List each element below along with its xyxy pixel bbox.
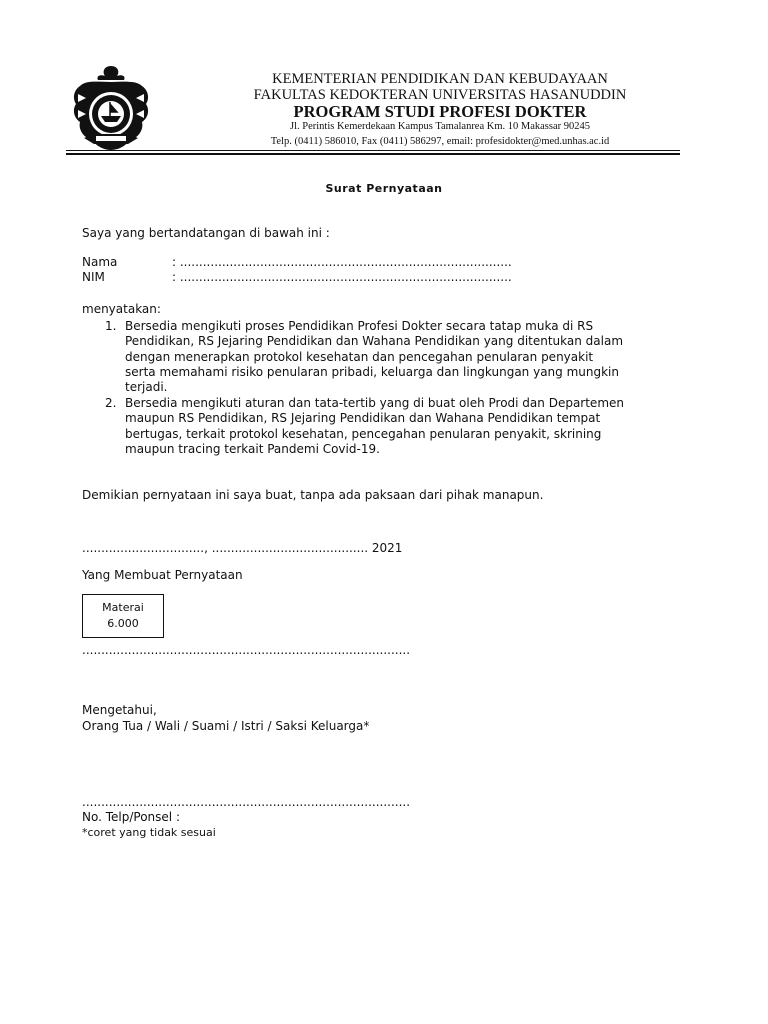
letterhead-divider-thin <box>66 150 680 151</box>
ministry-name: KEMENTERIAN PENDIDIKAN DAN KEBUDAYAAN <box>272 71 608 87</box>
field-label-nim: NIM <box>82 270 105 284</box>
faculty-name: FAKULTAS KEDOKTERAN UNIVERSITAS HASANUDDIN <box>253 87 627 103</box>
university-emblem-icon <box>70 64 152 152</box>
phone-label: No. Telp/Ponsel : <box>82 810 180 824</box>
footnote: *coret yang tidak sesuai <box>82 826 216 839</box>
letterhead-divider-thick <box>66 153 680 155</box>
institution-address: Jl. Perintis Kemerdekaan Kampus Tamalanrea Km. 10 Makassar 90245 <box>290 121 590 132</box>
signature-line-witness[interactable]: ...................................................................................... <box>82 795 411 809</box>
stamp-duty-box <box>82 594 164 638</box>
document-title: Surat Pernyataan <box>325 182 443 195</box>
item-1-line-4: serta memahami risiko penularan pribadi, keluarga dan lingkungan yang mungkin <box>125 365 619 379</box>
field-value-nama[interactable]: : ....................................................................................... <box>172 255 512 269</box>
declaration-label: menyatakan: <box>82 302 161 316</box>
field-label-nama: Nama <box>82 255 118 269</box>
closing-statement: Demikian pernyataan ini saya buat, tanpa ada paksaan dari pihak manapun. <box>82 488 544 502</box>
date-line[interactable]: ................................, ......................................... 2021 <box>82 541 403 555</box>
signature-line-signer[interactable]: ...................................................................................... <box>82 643 411 657</box>
field-value-nim[interactable]: : ....................................................................................... <box>172 270 512 284</box>
signer-label: Yang Membuat Pernyataan <box>82 568 243 582</box>
item-2-line-4: maupun tracing terkait Pandemi Covid-19. <box>125 442 380 456</box>
item-number: 1. <box>105 319 117 333</box>
acknowledged-label: Mengetahui, <box>82 703 157 717</box>
item-2-line-3: bertugas, terkait protokol kesehatan, pencegahan penularan penyakit, skrining <box>125 427 602 441</box>
intro-text: Saya yang bertandatangan di bawah ini : <box>82 226 330 240</box>
program-name: PROGRAM STUDI PROFESI DOKTER <box>293 102 587 121</box>
institution-contact: Telp. (0411) 586010, Fax (0411) 586297, email: profesidokter@med.unhas.ac.id <box>270 136 610 147</box>
item-2-line-1: Bersedia mengikuti aturan dan tata-tertib yang di buat oleh Prodi dan Departemen <box>125 396 624 410</box>
item-2-line-2: maupun RS Pendidikan, RS Jejaring Pendidikan dan Wahana Pendidikan tempat <box>125 411 601 425</box>
stamp-value: 6.000 <box>107 617 139 630</box>
item-1-line-3: dengan menerapkan protokol kesehatan dan pencegahan penularan penyakit <box>125 350 594 364</box>
item-1-line-2: Pendidikan, RS Jejaring Pendidikan dan Wahana Pendidikan yang ditentukan dalam <box>125 334 624 348</box>
acknowledged-by: Orang Tua / Wali / Suami / Istri / Saksi Keluarga* <box>82 719 370 733</box>
item-1-line-5: terjadi. <box>125 380 168 394</box>
item-number: 2. <box>105 396 117 410</box>
item-1-line-1: Bersedia mengikuti proses Pendidikan Profesi Dokter secara tatap muka di RS <box>125 319 594 333</box>
stamp-label: Materai <box>102 601 144 614</box>
